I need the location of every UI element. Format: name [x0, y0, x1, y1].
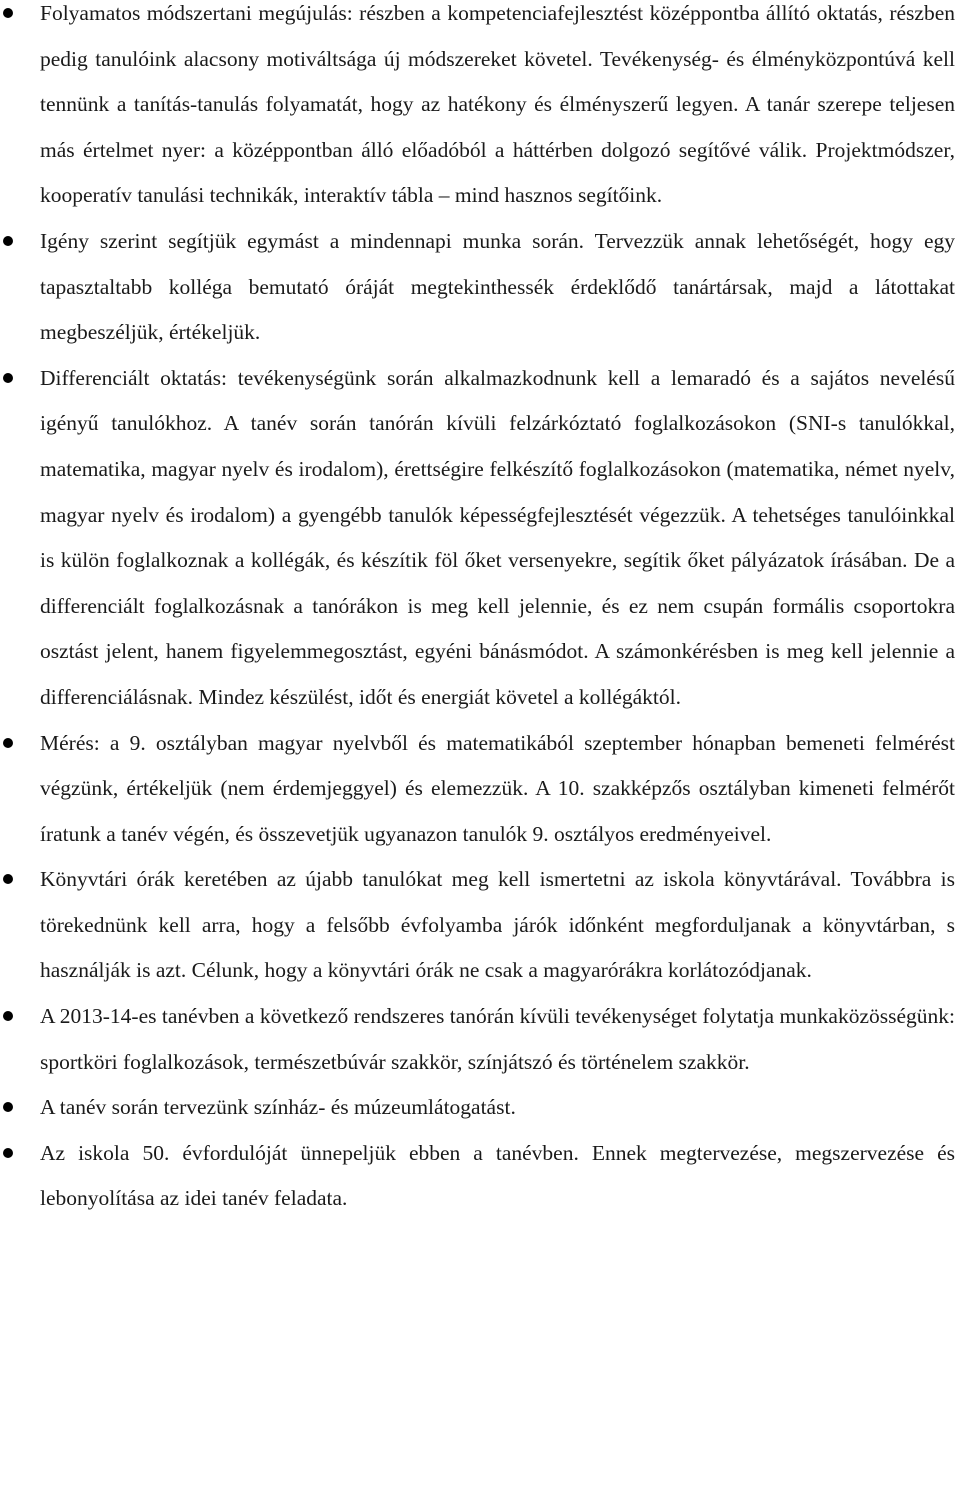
bullet-icon: [3, 738, 13, 748]
paragraph-text: A 2013-14-es tanévben a következő rendszeres tanórán kívüli tevékenységet folytatja munkaközösségünk: sportköri foglalkozások, természetbúvár szakkör, színjátszó és történelem szakkör.: [40, 1004, 955, 1074]
list-item: [40, 356, 955, 721]
list-item: [40, 0, 955, 219]
paragraph-text: Igény szerint segítjük egymást a mindennapi munka során. Tervezzük annak lehetőségét, hogy egy tapasztaltabb kolléga bemutató óráját megtekinthessék érdeklődő tanártársak, majd a látottakat megbeszéljük, értékeljük.: [40, 228, 955, 345]
list-item: [40, 219, 955, 356]
paragraph-text: Könyvtári órák keretében az újabb tanulókat meg kell ismertetni az iskola könyvtárával. Továbbra is törekednünk kell arra, hogy a felsőbb évfolyamba járók időnként megforduljanak a könyvtárban, s használják is azt. Célunk, hogy a könyvtári órák ne csak a magyarórákra korlátozódjanak.: [40, 867, 955, 983]
bullet-icon: [3, 874, 13, 884]
list-item: [40, 1131, 955, 1222]
paragraph-text: Folyamatos módszertani megújulás: részben a kompetenciafejlesztést középpontba állító oktatás, részben pedig tanulóink alacsony motiváltsága új módszereket követel. Tevékenység- és élményközpontúvá kell tennünk a tanítás-tanulás folyamatát, hogy az hatékony és élményszerű legyen. A tanár szerepe teljesen más értelmet nyer: a középpontban álló előadóból a háttérben dolgozó segítővé válik. Projektmódszer, kooperatív tanulási technikák, interaktív tábla – mind hasznos segítőink.: [40, 1, 955, 208]
paragraph-text: Mérés: a 9. osztályban magyar nyelvből és matematikából szeptember hónapban bemeneti felmérést végzünk, értékeljük (nem érdemjeggyel) és elemezzük. A 10. szakképzős osztályban kimeneti felmérőt íratunk a tanév végén, és összevetjük ugyanazon tanulók 9. osztályos eredményeivel.: [40, 730, 955, 846]
bullet-icon: [3, 1148, 13, 1158]
bullet-icon: [3, 8, 13, 18]
bullet-icon: [3, 373, 13, 383]
list-item: [40, 857, 955, 994]
list-item: [40, 1085, 955, 1131]
paragraph-text: A tanév során tervezünk színház- és múzeumlátogatást.: [40, 1095, 516, 1120]
bullet-list: [40, 0, 955, 1222]
bullet-icon: [3, 1102, 13, 1112]
bullet-icon: [3, 1011, 13, 1021]
list-item: [40, 721, 955, 858]
list-item: [40, 994, 955, 1085]
paragraph-text: Differenciált oktatás: tevékenységünk során alkalmazkodnunk kell a lemaradó és a sajátos nevelésű igényű tanulókhoz. A tanév során tanórán kívüli felzárkóztató foglalkozásokon (SNI-s tanulókkal, matematika, magyar nyelv és irodalom), érettségire felkészítő foglalkozásokon (matematika, német nyelv, magyar nyelv és irodalom) a gyengébb tanulók képességfejlesztését végezzük. A tehetséges tanulóinkkal is külön foglalkoznak a kollégák, és készítik föl őket versenyekre, segítik őket pályázatok írásában. De a differenciált foglalkozásnak a tanórákon is meg kell jelennie, és ez nem csupán formális csoportokra osztást jelent, hanem figyelemmegosztást, egyéni bánásmódot. A számonkérésben is meg kell jelennie a differenciálásnak. Mindez készülést, időt és energiát követel a kollégáktól.: [40, 365, 955, 709]
paragraph-text: Az iskola 50. évfordulóját ünnepeljük ebben a tanévben. Ennek megtervezése, megszervezése és lebonyolítása az idei tanév feladata.: [40, 1140, 955, 1211]
bullet-icon: [3, 236, 13, 246]
